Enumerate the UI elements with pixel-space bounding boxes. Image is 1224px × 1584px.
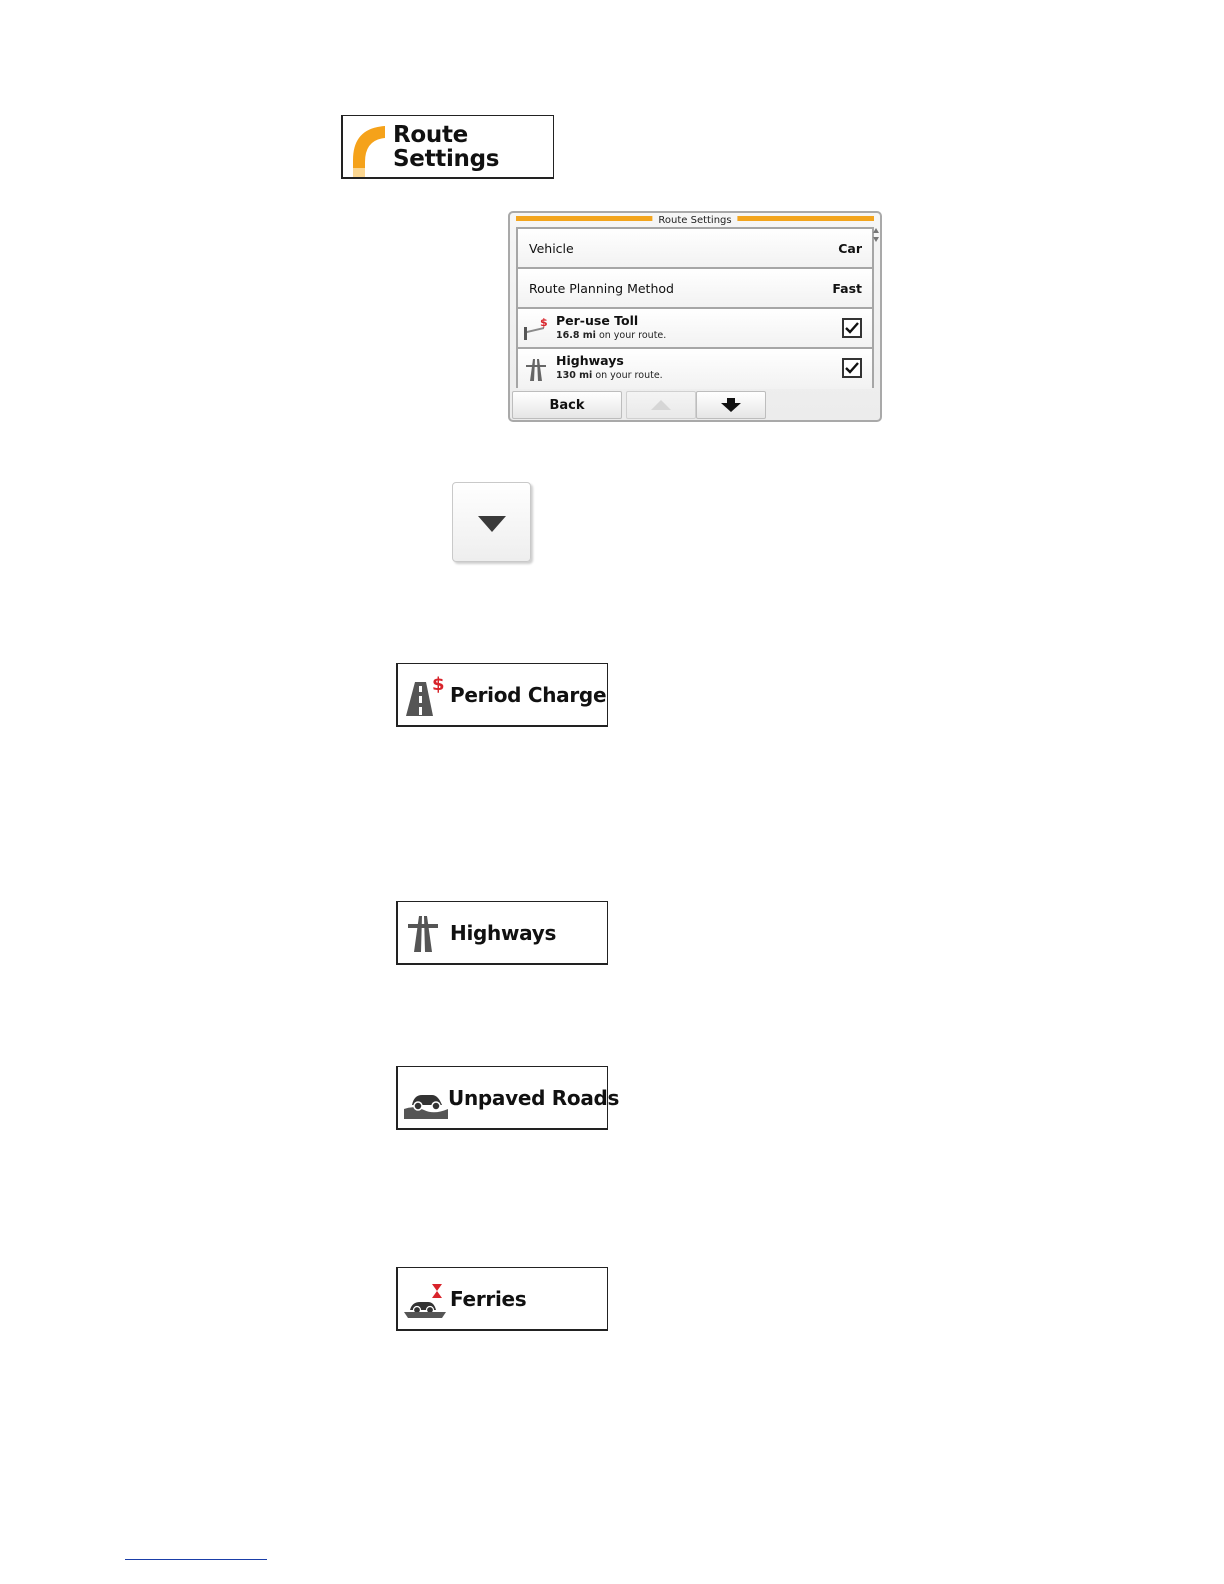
route-settings-screen bbox=[508, 211, 882, 422]
checkmark-icon bbox=[845, 361, 859, 375]
route-arc-icon bbox=[347, 122, 389, 178]
footnote-rule bbox=[125, 1559, 267, 1560]
ferries-label: Ferries bbox=[450, 1287, 527, 1311]
highways-subtitle: 130 mi on your route. bbox=[556, 370, 663, 381]
settings-list bbox=[516, 227, 874, 388]
scroll-indicator-icon[interactable] bbox=[873, 228, 879, 242]
highways-row[interactable] bbox=[518, 349, 872, 389]
highways-button[interactable] bbox=[396, 901, 608, 965]
vehicle-row[interactable] bbox=[518, 229, 872, 269]
back-button[interactable]: Back bbox=[512, 391, 622, 419]
route-planning-method-label: Route Planning Method bbox=[529, 281, 674, 296]
per-use-toll-title: Per-use Toll bbox=[556, 313, 639, 328]
road-dollar-icon bbox=[404, 674, 448, 716]
checkmark-icon bbox=[845, 321, 859, 335]
route-planning-method-row[interactable] bbox=[518, 269, 872, 309]
highways-label: Highways bbox=[450, 921, 557, 945]
period-charge-label: Period Charge bbox=[450, 683, 607, 707]
period-charge-button[interactable] bbox=[396, 663, 608, 727]
highway-icon bbox=[404, 912, 444, 954]
toll-gate-icon bbox=[522, 317, 550, 341]
vehicle-value: Car bbox=[838, 241, 862, 256]
vehicle-label: Vehicle bbox=[529, 241, 574, 256]
title-bar bbox=[516, 215, 874, 226]
arrow-up-icon bbox=[650, 399, 672, 411]
route-planning-method-value: Fast bbox=[832, 281, 862, 296]
per-use-toll-row[interactable] bbox=[518, 309, 872, 349]
per-use-toll-checkbox[interactable] bbox=[842, 318, 862, 338]
unpaved-roads-label: Unpaved Roads bbox=[448, 1086, 620, 1110]
highways-title: Highways bbox=[556, 353, 624, 368]
arrow-down-icon bbox=[720, 398, 742, 412]
scroll-up-button[interactable] bbox=[626, 391, 696, 419]
route-settings-button[interactable] bbox=[341, 115, 554, 179]
car-unpaved-icon bbox=[404, 1077, 448, 1119]
unpaved-roads-button[interactable] bbox=[396, 1066, 620, 1130]
ferry-icon bbox=[404, 1278, 448, 1320]
scroll-down-large-button[interactable] bbox=[452, 482, 531, 562]
screen-title: Route Settings bbox=[652, 215, 737, 226]
svg-text:$: $ bbox=[540, 317, 548, 329]
ferries-button[interactable] bbox=[396, 1267, 608, 1331]
highway-icon bbox=[522, 357, 550, 381]
svg-text:$: $ bbox=[432, 674, 445, 695]
per-use-toll-subtitle: 16.8 mi on your route. bbox=[556, 330, 667, 341]
triangle-down-icon bbox=[477, 515, 507, 533]
highways-checkbox[interactable] bbox=[842, 358, 862, 378]
route-settings-label: Route Settings bbox=[393, 122, 500, 172]
scroll-down-button[interactable] bbox=[696, 391, 766, 419]
